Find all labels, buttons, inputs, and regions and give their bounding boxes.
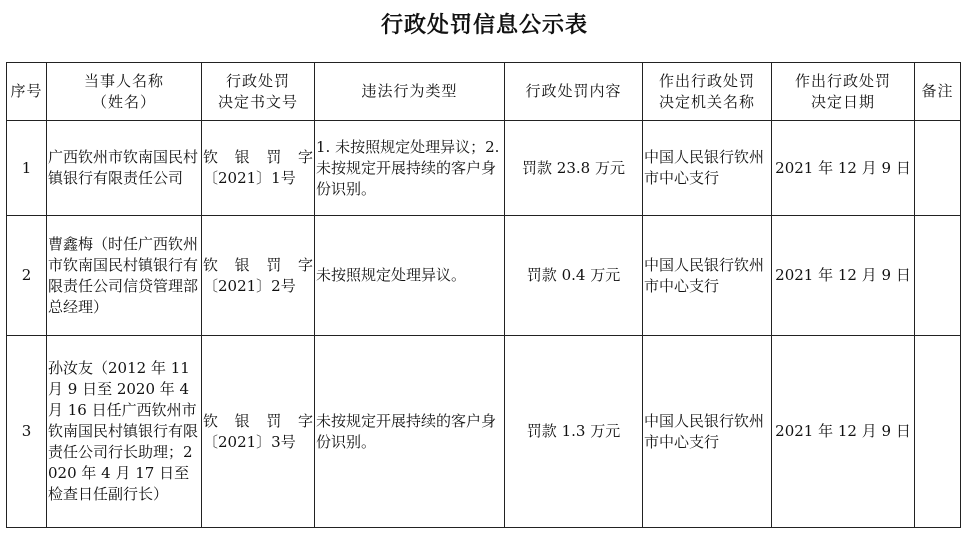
cell-authority: 中国人民银行钦州市中心支行 [643,336,772,528]
cell-doc-line1: 钦 银 罚 字 [203,148,313,166]
header-date [772,63,915,121]
cell-party: 广西钦州市钦南国民村镇银行有限责任公司 [47,121,202,216]
penalty-table [6,62,961,528]
cell-remark [915,121,961,216]
header-party [47,63,202,121]
cell-party: 孙汝友（2012 年 11 月 9 日至 2020 年 4 月 16 日任广西钦州市钦南国民村镇银行有限责任公司行长助理；2020 年 4 月 17 日至检查日任副行长） [47,336,202,528]
header-violation: 违法行为类型 [315,63,505,121]
cell-violation: 未按规定开展持续的客户身份识别。 [315,336,505,528]
header-party-line1: 当事人名称 [83,71,164,90]
cell-doc-line1: 钦 银 罚 字 [203,255,313,274]
header-remark: 备注 [915,63,961,121]
header-doc [202,63,315,121]
header-seq: 序号 [7,63,47,121]
cell-seq: 3 [7,336,47,528]
page-title: 行政处罚信息公示表 [380,13,588,38]
cell-doc-line1: 钦 银 罚 字 [203,411,313,430]
table-row [7,336,961,528]
cell-date: 2021 年 12 月 9 日 [772,336,915,528]
cell-doc [202,121,315,216]
cell-doc [202,336,315,528]
header-content: 行政处罚内容 [505,63,643,121]
header-doc-line2: 决定书文号 [217,92,298,111]
cell-date: 2021 年 12 月 9 日 [772,216,915,336]
cell-violation: 未按照规定处理异议。 [315,216,505,336]
cell-content: 罚款 23.8 万元 [505,121,643,216]
header-row [7,63,961,121]
cell-content: 罚款 1.3 万元 [505,336,643,528]
header-authority-line1: 作出行政处罚 [658,71,755,90]
cell-content: 罚款 0.4 万元 [505,216,643,336]
cell-authority: 中国人民银行钦州市中心支行 [643,216,772,336]
cell-violation: 1. 未按照规定处理异议；2. 未按规定开展持续的客户身份识别。 [315,121,505,216]
cell-doc-line2: 〔2021〕3号 [203,432,296,451]
header-party-line2: （姓名） [91,92,156,111]
cell-authority: 中国人民银行钦州市中心支行 [643,121,772,216]
cell-seq: 2 [7,216,47,336]
cell-party: 曹鑫梅（时任广西钦州市钦南国民村镇银行有限责任公司信贷管理部总经理） [47,216,202,336]
cell-doc [202,216,315,336]
header-date-line2: 决定日期 [810,92,875,111]
cell-date: 2021 年 12 月 9 日 [772,121,915,216]
cell-remark [915,216,961,336]
header-date-line1: 作出行政处罚 [794,71,891,90]
cell-seq: 1 [7,121,47,216]
header-authority-line2: 决定机关名称 [658,92,755,111]
cell-doc-line2: 〔2021〕2号 [203,276,296,295]
header-doc-line1: 行政处罚 [225,71,290,90]
cell-doc-line2: 〔2021〕1号 [203,169,296,187]
header-authority [643,63,772,121]
table-row [7,121,961,216]
cell-remark [915,336,961,528]
table-row [7,216,961,336]
